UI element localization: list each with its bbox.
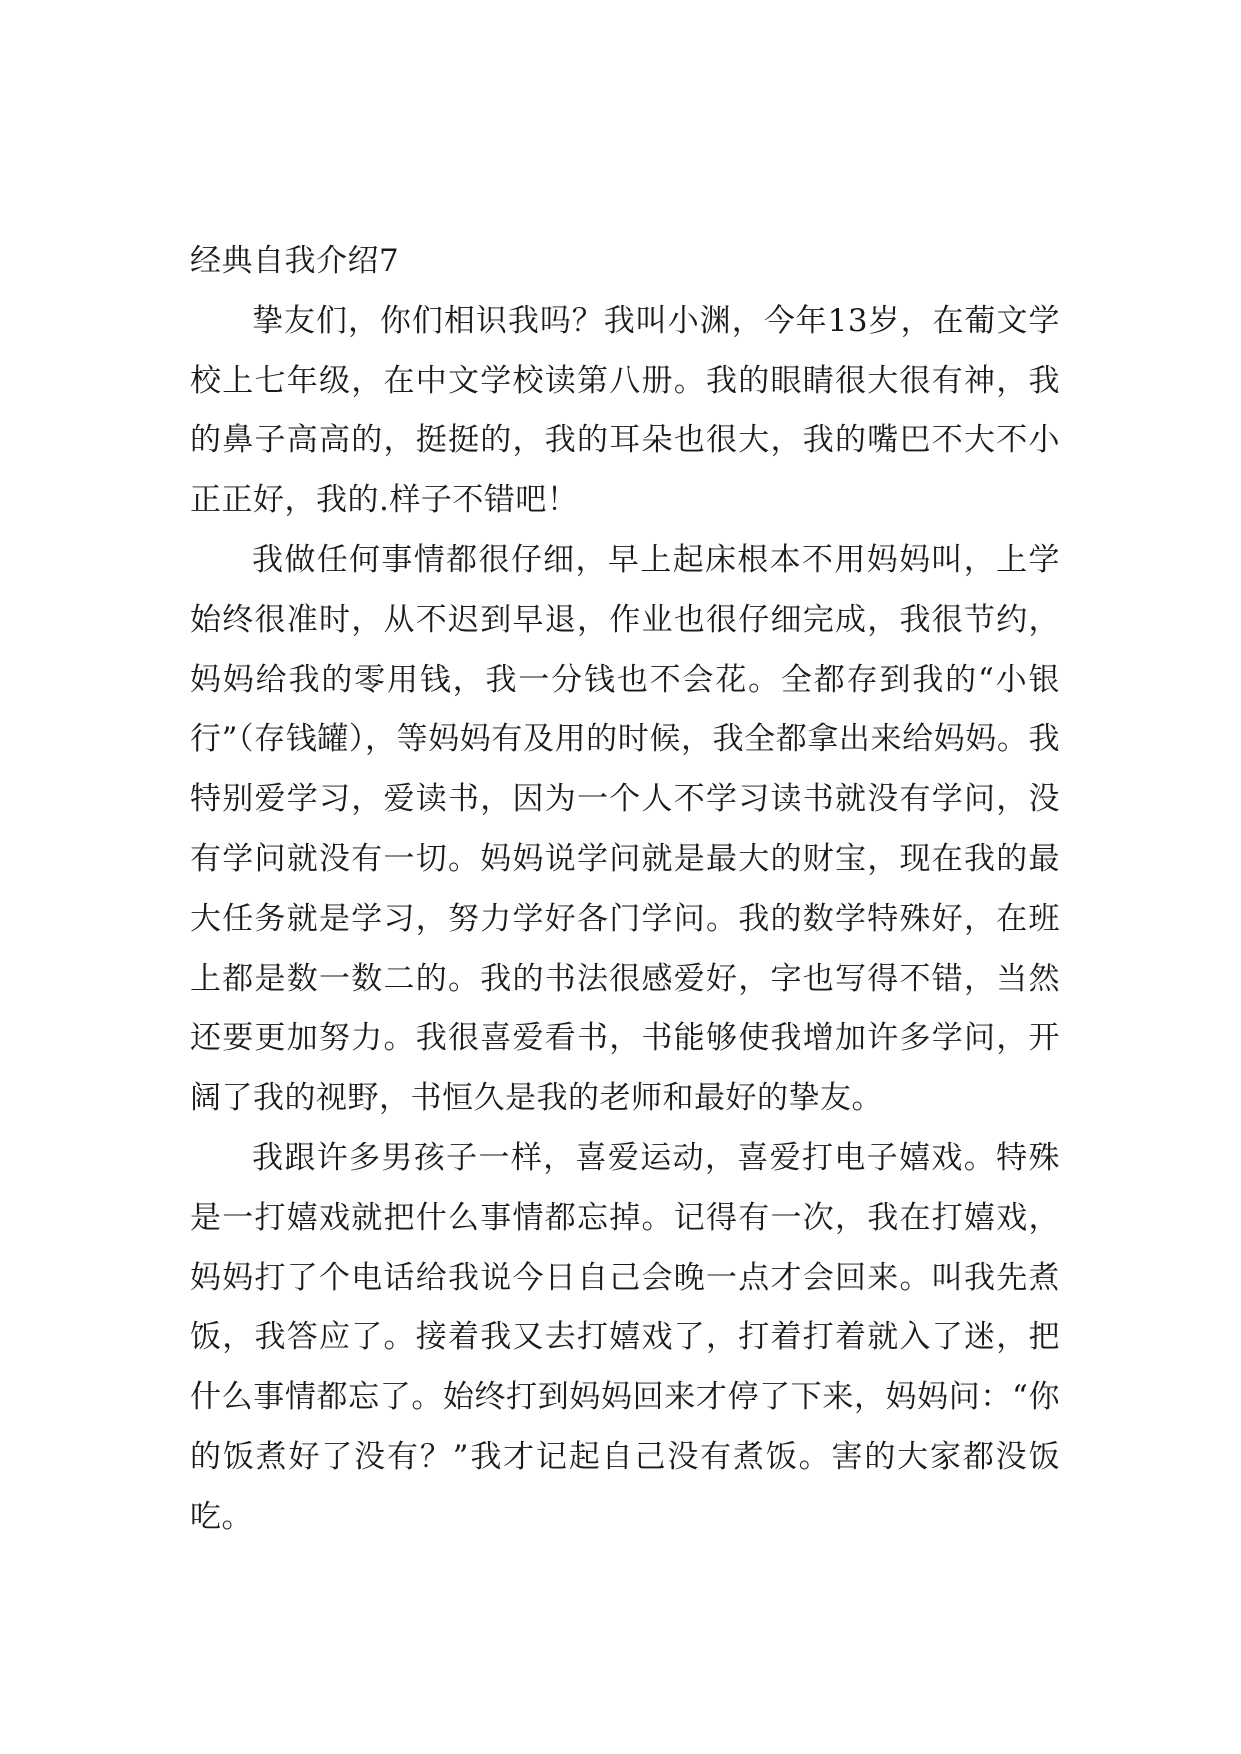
paragraph-gaming-story: 我跟许多男孩子一样，喜爱运动，喜爱打电子嬉戏。特殊是一打嬉戏就把什么事情都忘掉。记得有一次，我在打嬉戏，妈妈打了个电话给我说今日自己会晚一点才会回来。叫我先煮饭，我答应了。接着我又去打嬉戏了，打着打着就入了迷，把什么事情都忘了。始终打到妈妈回来才停了下来，妈妈问：“你的饭煮好了没有？”我才记起自己没有煮饭。害的大家都没饭吃。 [190,1139,1060,1535]
paragraph-introduction: 挚友们，你们相识我吗？我叫小渊，今年13岁，在葡文学校上七年级，在中文学校读第八册。我的眼睛很大很有神，我的鼻子高高的，挺挺的，我的耳朵也很大，我的嘴巴不大不小正正好，我的.样子不错吧！ [190,302,1060,519]
paragraph-habits-and-study: 我做任何事情都很仔细，早上起床根本不用妈妈叫，上学始终很准时，从不迟到早退，作业也很仔细完成，我很节约，妈妈给我的零用钱，我一分钱也不会花。全都存到我的“小银行”（存钱罐），等妈妈有及用的时候，我全都拿出来给妈妈。我特别爱学习，爱读书，因为一个人不学习读书就没有学问，没有学问就没有一切。妈妈说学问就是最大的财宝，现在我的最大任务就是学习，努力学好各门学问。我的数学特殊好，在班上都是数一数二的。我的书法很感爱好，字也写得不错，当然还要更加努力。我很喜爱看书，书能够使我增加许多学问，开阔了我的视野，书恒久是我的老师和最好的挚友。 [190,541,1060,1117]
document-body [190,232,1060,1548]
document-title: 经典自我介绍7 [190,243,400,279]
